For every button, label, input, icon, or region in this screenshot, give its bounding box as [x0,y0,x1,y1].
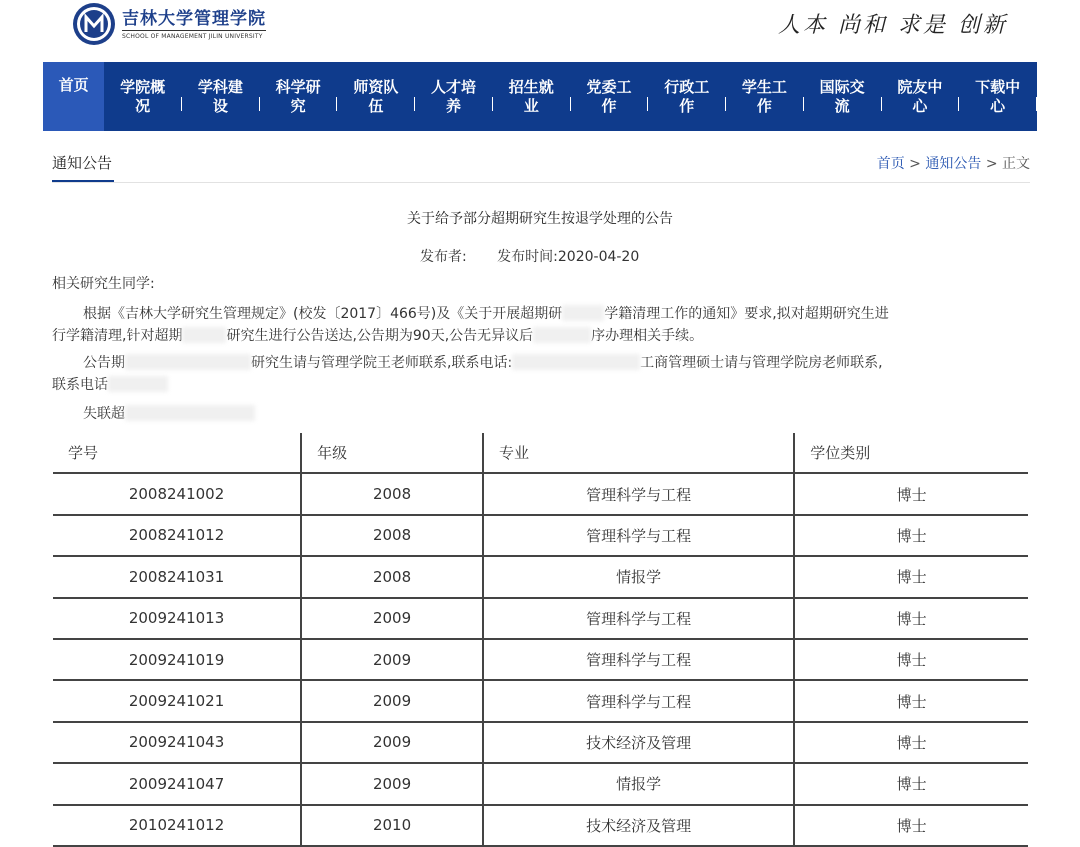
student-table [53,433,1028,847]
col-student-id: 学号 [53,433,301,473]
cell-major: 情报学 [483,763,794,804]
cell-major: 管理科学与工程 [483,639,794,680]
cell-degree: 博士 [794,556,1028,597]
cell-major: 技术经济及管理 [483,805,794,846]
blurred-text [512,354,640,370]
nav-alumni[interactable]: 院友中心 [897,77,943,115]
table-row [53,763,1028,804]
nav-administration[interactable]: 行政工作 [664,77,710,115]
blurred-text [125,354,251,370]
nav-downloads[interactable]: 下载中心 [975,77,1021,115]
publish-time: 发布时间:2020-04-20 [497,249,640,265]
paragraph-3: 失联超 [52,403,1032,425]
col-grade: 年级 [301,433,483,473]
cell-student-id: 2010241012 [53,805,301,846]
nav-party-work[interactable]: 党委工作 [586,77,632,115]
cell-degree: 博士 [794,639,1028,680]
article-title: 关于给予部分超期研究生按退学处理的公告 [407,211,673,227]
cell-degree: 博士 [794,763,1028,804]
publisher-label: 发布者: [420,249,467,265]
cell-grade: 2009 [301,722,483,763]
cell-student-id: 2009241021 [53,680,301,721]
table-row [53,805,1028,846]
cell-degree: 博士 [794,680,1028,721]
cell-student-id: 2009241047 [53,763,301,804]
main-nav [43,62,1037,131]
nav-education[interactable]: 人才培养 [431,77,477,115]
blurred-text [125,405,255,421]
cell-student-id: 2008241012 [53,515,301,556]
paragraph-1: 根据《吉林大学研究生管理规定》(校发〔2017〕466号)及《关于开展超期研 学籍清理工作的通知》要求,拟对超期研究生进 行学籍清理,针对超期 研究生进行公告送达,公告期为90天,公告无异议后 序办理相关手续。 [52,306,889,344]
cell-major: 管理科学与工程 [483,680,794,721]
cell-student-id: 2009241013 [53,598,301,639]
cell-grade: 2009 [301,680,483,721]
cell-grade: 2008 [301,473,483,514]
logo-english-name: SCHOOL OF MANAGEMENT JILIN UNIVERSITY [122,30,266,41]
breadcrumb-home[interactable]: 首页 [876,156,905,172]
col-degree: 学位类别 [794,433,1028,473]
nav-disciplines[interactable]: 学科建设 [197,77,243,115]
salutation: 相关研究生同学: [52,276,155,292]
cell-degree: 博士 [794,805,1028,846]
cell-degree: 博士 [794,722,1028,763]
col-major: 专业 [483,433,794,473]
university-logo[interactable] [72,2,266,46]
table-row [53,598,1028,639]
paragraph-2: 公告期 研究生请与管理学院王老师联系,联系电话: 工商管理硕士请与管理学院房老师联系, 联系电话 [52,355,883,393]
cell-major: 管理科学与工程 [483,473,794,514]
logo-chinese-name: 吉林大学管理学院 [122,8,266,29]
school-motto: 人本 尚和 求是 创新 [778,13,1008,38]
blurred-text [182,327,226,343]
cell-grade: 2008 [301,515,483,556]
nav-international[interactable]: 国际交流 [819,77,865,115]
table-row [53,680,1028,721]
cell-grade: 2009 [301,598,483,639]
breadcrumb-current: 正文 [1002,156,1030,172]
breadcrumb-sep: > [909,156,921,172]
cell-degree: 博士 [794,598,1028,639]
cell-grade: 2008 [301,556,483,597]
breadcrumb-sep: > [985,156,998,172]
nav-separator [1036,97,1037,111]
nav-about[interactable]: 学院概况 [120,77,166,115]
cell-major: 情报学 [483,556,794,597]
article-meta [420,246,639,266]
section-divider [52,182,1030,183]
table-row [53,556,1028,597]
table-row [53,515,1028,556]
university-seal-icon [72,2,116,46]
nav-home[interactable]: 首页 [43,62,104,131]
section-title: 通知公告 [52,154,113,172]
cell-major: 管理科学与工程 [483,598,794,639]
cell-student-id: 2008241031 [53,556,301,597]
breadcrumb [877,153,1030,173]
table-row [53,722,1028,763]
cell-student-id: 2009241019 [53,639,301,680]
site-header [0,0,1080,62]
cell-grade: 2009 [301,639,483,680]
table-header-row [53,433,1028,473]
cell-grade: 2010 [301,805,483,846]
cell-student-id: 2008241002 [53,473,301,514]
cell-degree: 博士 [794,515,1028,556]
table-row [53,473,1028,514]
table-row [53,639,1028,680]
blurred-text [533,327,591,343]
blurred-text [108,376,168,392]
cell-degree: 博士 [794,473,1028,514]
breadcrumb-notices[interactable]: 通知公告 [925,156,982,172]
cell-major: 管理科学与工程 [483,515,794,556]
nav-student-work[interactable]: 学生工作 [741,77,787,115]
cell-grade: 2009 [301,763,483,804]
cell-student-id: 2009241043 [53,722,301,763]
nav-faculty[interactable]: 师资队伍 [353,77,399,115]
blurred-text [562,305,604,321]
nav-admissions[interactable]: 招生就业 [508,77,554,115]
nav-research[interactable]: 科学研究 [275,77,321,115]
cell-major: 技术经济及管理 [483,722,794,763]
